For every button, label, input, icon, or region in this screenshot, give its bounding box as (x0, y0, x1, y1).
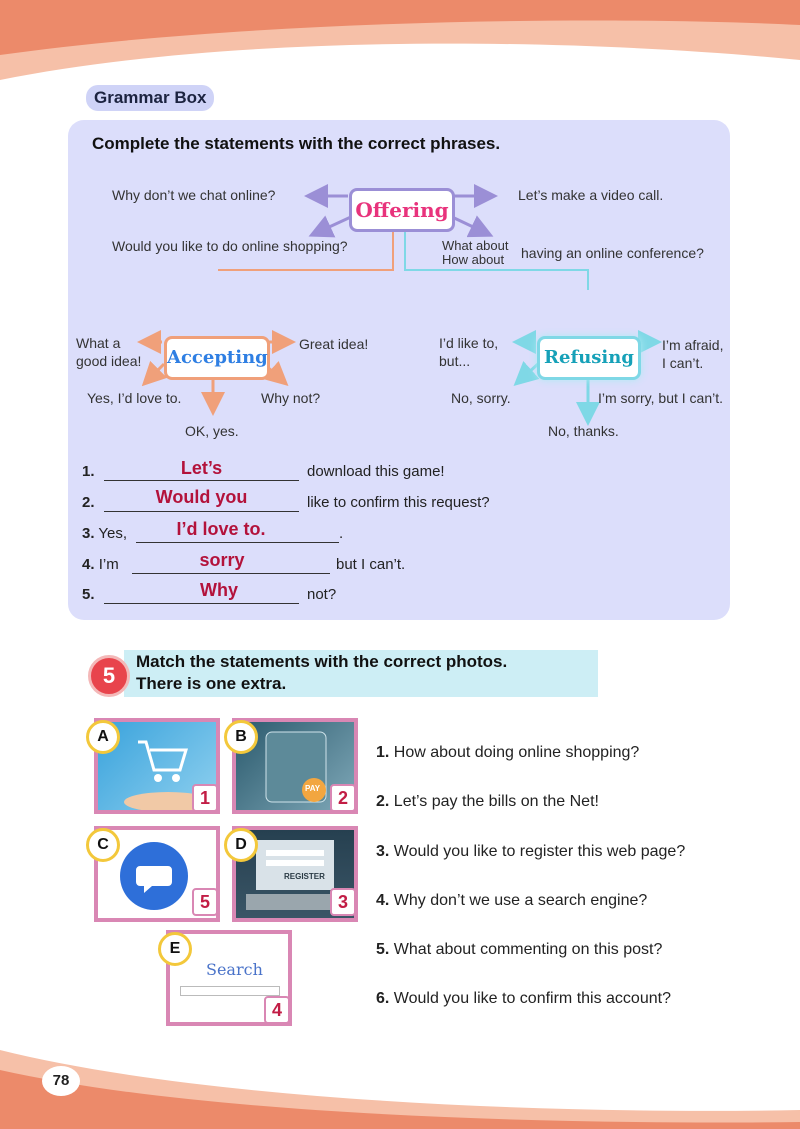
exercise-4 (82, 556, 119, 573)
search-bar-shape (180, 986, 280, 996)
statement-number: 3. (376, 843, 390, 860)
refusing-phrase-5: No, thanks. (548, 423, 619, 439)
photo-e-answer: 4 (264, 996, 290, 1024)
statement-text: Why don’t we use a search engine? (393, 892, 648, 909)
statement-number: 5. (376, 941, 390, 958)
offering-phrase-5: having an online conference? (521, 245, 704, 261)
statement-text: Would you like to register this web page? (393, 843, 686, 860)
statement-number: 2. (376, 793, 390, 810)
exercise-1 (82, 463, 95, 480)
photo-letter-d: D (224, 828, 258, 862)
exercise-5-blank[interactable] (104, 603, 299, 604)
exercise-number: 3. (82, 525, 95, 542)
refusing-phrase-1: I’d like to, but... (439, 335, 499, 369)
section-5-title-line2: There is one extra. (136, 674, 287, 693)
exercise-1-blank[interactable] (104, 480, 299, 481)
accepting-phrase-5: OK, yes. (185, 423, 239, 439)
section-5-number-badge: 5 (88, 655, 130, 697)
exercise-2-rest: like to confirm this request? (307, 494, 490, 511)
statement-number: 4. (376, 892, 390, 909)
statement-4 (376, 892, 647, 910)
photo-letter-e: E (158, 932, 192, 966)
exercise-2-blank[interactable] (104, 511, 299, 512)
exercise-1-rest: download this game! (307, 463, 445, 480)
statement-text: What about commenting on this post? (393, 941, 663, 958)
exercise-number: 4. (82, 556, 95, 573)
statement-text: How about doing online shopping? (393, 744, 640, 761)
page-number: 78 (42, 1066, 80, 1096)
exercise-4-rest: but I can’t. (336, 556, 406, 573)
statement-6 (376, 990, 671, 1008)
exercise-5 (82, 586, 95, 603)
offering-node: Offering (349, 188, 455, 232)
exercise-number: 5. (82, 586, 95, 603)
offering-phrase-4: What about How about (442, 238, 509, 267)
accepting-phrase-1: What a good idea! (76, 335, 142, 369)
photo-letter-b: B (224, 720, 258, 754)
section-5-title (124, 650, 598, 697)
search-label: Search (206, 960, 263, 979)
statement-1 (376, 744, 639, 762)
photo-letter-c: C (86, 828, 120, 862)
photo-c-answer: 5 (192, 888, 218, 916)
statement-5 (376, 941, 662, 959)
accepting-phrase-3: Yes, I’d love to. (87, 390, 182, 406)
exercise-3-blank[interactable] (136, 542, 339, 543)
refusing-phrase-2: I’m afraid, I can’t. (662, 337, 724, 371)
photo-b-answer: 2 (330, 784, 356, 812)
bottom-decorative-band (0, 1040, 800, 1129)
exercise-3-answer: I’d love to. (176, 519, 266, 539)
exercise-2 (82, 494, 95, 511)
exercise-number: 1. (82, 463, 95, 480)
pay-badge: PAY (305, 784, 321, 793)
register-label: REGISTER (284, 872, 325, 881)
statement-3 (376, 843, 685, 861)
offering-phrase-2: Let’s make a video call. (518, 187, 664, 203)
accepting-node: Accepting (164, 336, 270, 380)
statement-number: 1. (376, 744, 390, 761)
statement-number: 6. (376, 990, 390, 1007)
statement-text: Let’s pay the bills on the Net! (393, 793, 599, 810)
offering-phrase-3: Would you like to do online shopping? (112, 238, 348, 254)
exercise-5-rest: not? (307, 586, 337, 603)
photo-a-answer: 1 (192, 784, 218, 812)
grammar-box-label: Grammar Box (86, 85, 214, 111)
exercise-4-answer: sorry (199, 550, 245, 570)
top-decorative-band (0, 0, 800, 90)
photo-letter-a: A (86, 720, 120, 754)
photo-d-answer: 3 (330, 888, 356, 916)
exercise-5-answer: Why (200, 580, 238, 600)
exercise-4-before: I’m (98, 556, 119, 573)
accepting-phrase-4: Why not? (261, 390, 321, 406)
exercise-3 (82, 525, 127, 542)
grammar-instruction: Complete the statements with the correct phrases. (92, 134, 501, 153)
exercise-3-rest: . (339, 525, 344, 542)
exercise-2-answer: Would you (155, 487, 248, 507)
offering-phrase-1: Why don’t we chat online? (112, 187, 276, 203)
mind-map-arrows (68, 120, 730, 480)
exercise-3-before: Yes, (98, 525, 128, 542)
statement-text: Would you like to confirm this account? (393, 990, 671, 1007)
refusing-node: Refusing (537, 336, 641, 380)
exercise-4-blank[interactable] (132, 573, 330, 574)
refusing-phrase-4: I’m sorry, but I can’t. (598, 390, 723, 406)
exercise-1-answer: Let’s (180, 458, 223, 478)
statement-2 (376, 793, 599, 811)
accepting-phrase-2: Great idea! (299, 336, 369, 352)
refusing-phrase-3: No, sorry. (451, 390, 511, 406)
exercise-number: 2. (82, 494, 95, 511)
section-5-title-line1: Match the statements with the correct photos. (136, 652, 508, 671)
